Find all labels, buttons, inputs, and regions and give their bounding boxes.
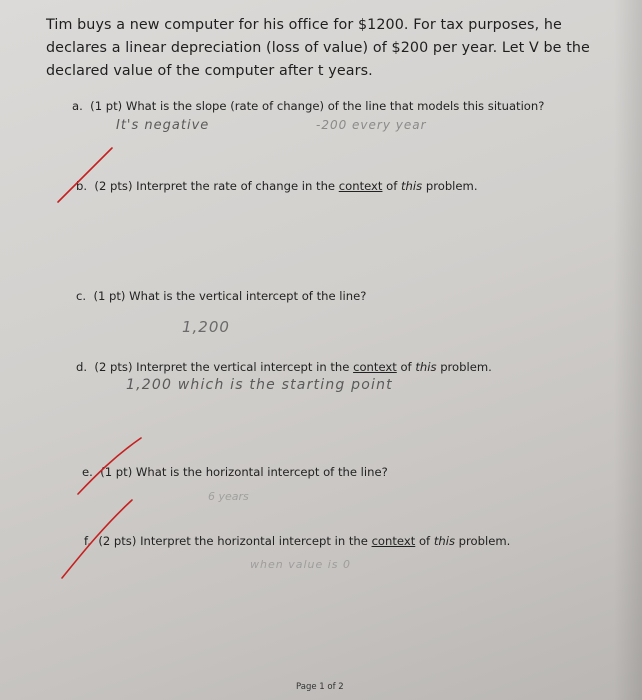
question-f-this: this (433, 534, 455, 548)
problem-line-2: declares a linear depreciation (loss of value) of $200 per year. Let V be the (46, 40, 590, 56)
problem-line-3: declared value of the computer after t years. (46, 63, 373, 79)
question-f-mid: of (418, 534, 431, 548)
answer-e-faint: 6 years (208, 490, 249, 503)
question-c-points: (1 pt) (93, 289, 126, 303)
question-b-context: context (338, 179, 383, 193)
question-d-mid: of (400, 360, 412, 374)
red-slash-f (62, 500, 132, 578)
question-d-points: (2 pts) (94, 360, 133, 374)
problem-line-1: Tim buys a new computer for his office for $1200. For tax purposes, he (46, 17, 562, 33)
question-d-label: d. (76, 360, 88, 374)
answer-c: 1,200 (182, 318, 230, 336)
question-b-pre: Interpret the rate of change in the (136, 179, 336, 193)
answer-a-1: It's negative (116, 118, 210, 133)
question-d-post: problem. (440, 360, 492, 374)
question-f-pre: Interpret the horizontal intercept in the (140, 534, 368, 548)
question-b-mid: of (386, 179, 398, 193)
question-f-context: context (371, 534, 416, 548)
red-slash-e (78, 438, 141, 494)
question-b-this: this (401, 179, 423, 193)
question-e-label: e. (82, 465, 93, 479)
red-slash-b (58, 148, 112, 202)
question-f-label: f. (84, 534, 91, 548)
question-b-post: problem. (425, 179, 478, 193)
question-b-label: b. (76, 179, 88, 193)
question-e-points: (1 pt) (100, 465, 133, 479)
question-a-label: a. (72, 99, 83, 113)
question-c-label: c. (76, 289, 87, 303)
answer-a-2: -200 every year (316, 118, 427, 132)
question-e-text: What is the horizontal intercept of the line? (135, 465, 388, 479)
question-d-pre: Interpret the vertical intercept in the (136, 360, 350, 374)
page-number: Page 1 of 2 (296, 682, 344, 692)
question-a-points: (1 pt) (90, 99, 123, 113)
question-d-this: this (415, 360, 437, 374)
answer-d: 1,200 which is the starting point (126, 377, 393, 393)
question-d-context: context (353, 360, 397, 374)
question-c-text: What is the vertical intercept of the line? (129, 289, 367, 303)
question-f-points: (2 pts) (98, 534, 137, 548)
question-f-post: problem. (458, 534, 511, 548)
answer-f-faint: when value is 0 (250, 558, 352, 571)
question-a-text: What is the slope (rate of change) of the line that models this situation? (125, 99, 545, 113)
question-b-points: (2 pts) (94, 179, 133, 193)
